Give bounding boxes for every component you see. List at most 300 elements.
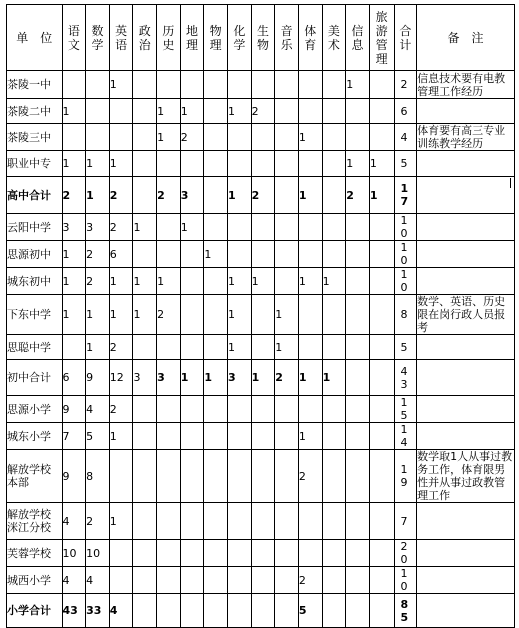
value-cell xyxy=(251,423,275,450)
table-row xyxy=(7,396,515,423)
value-cell: 1 xyxy=(133,214,157,241)
value-cell: 1 xyxy=(109,295,133,335)
value-cell xyxy=(204,396,228,423)
value-cell: 2 xyxy=(109,214,133,241)
value-cell xyxy=(251,335,275,360)
value-cell: 1 xyxy=(204,241,228,268)
value-cell xyxy=(204,124,228,151)
value-cell xyxy=(298,214,322,241)
header-cell: 生物 xyxy=(251,5,275,71)
value-cell: 2 xyxy=(298,450,322,503)
value-cell: 1 xyxy=(62,151,86,177)
value-cell xyxy=(322,450,346,503)
value-cell xyxy=(228,594,252,628)
unit-cell: 城东小学 xyxy=(7,423,63,450)
value-cell xyxy=(157,335,181,360)
value-cell xyxy=(251,540,275,567)
value-cell xyxy=(204,151,228,177)
header-cell: 英语 xyxy=(109,5,133,71)
value-cell xyxy=(228,540,252,567)
value-cell xyxy=(157,567,181,594)
value-cell xyxy=(369,335,394,360)
table-row xyxy=(7,450,515,503)
value-cell: 1 xyxy=(298,268,322,295)
value-cell xyxy=(298,71,322,99)
value-cell: 1 xyxy=(346,151,370,177)
value-cell: 1 xyxy=(322,360,346,396)
value-cell xyxy=(180,503,204,540)
unit-cell: 茶陵二中 xyxy=(7,99,63,124)
table-body xyxy=(7,71,515,628)
value-cell xyxy=(346,567,370,594)
value-cell xyxy=(180,295,204,335)
value-cell xyxy=(157,151,181,177)
value-cell: 1 xyxy=(157,124,181,151)
unit-cell: 茶陵三中 xyxy=(7,124,63,151)
note-cell xyxy=(417,540,515,567)
value-cell: 2 xyxy=(346,177,370,214)
value-cell xyxy=(180,594,204,628)
value-cell xyxy=(322,335,346,360)
value-cell xyxy=(157,214,181,241)
unit-cell: 初中合计 xyxy=(7,360,63,396)
value-cell xyxy=(228,396,252,423)
value-cell: 1 xyxy=(369,177,394,214)
value-cell: 2 xyxy=(275,360,299,396)
value-cell: 10 xyxy=(86,540,110,567)
value-cell xyxy=(369,540,394,567)
header-cell: 物理 xyxy=(204,5,228,71)
value-cell xyxy=(275,594,299,628)
value-cell xyxy=(346,540,370,567)
value-cell xyxy=(157,71,181,99)
value-cell xyxy=(180,450,204,503)
value-cell: 1 xyxy=(109,423,133,450)
value-cell xyxy=(322,214,346,241)
note-cell xyxy=(417,503,515,540)
value-cell: 1 xyxy=(228,99,252,124)
header-cell: 信息 xyxy=(346,5,370,71)
value-cell xyxy=(346,295,370,335)
value-cell xyxy=(369,124,394,151)
total-cell: 10 xyxy=(394,567,417,594)
value-cell xyxy=(251,124,275,151)
value-cell xyxy=(322,124,346,151)
value-cell xyxy=(180,151,204,177)
value-cell xyxy=(133,396,157,423)
value-cell xyxy=(251,241,275,268)
value-cell xyxy=(251,295,275,335)
value-cell xyxy=(369,268,394,295)
value-cell xyxy=(275,71,299,99)
value-cell xyxy=(228,124,252,151)
total-cell: 6 xyxy=(394,99,417,124)
value-cell xyxy=(369,503,394,540)
value-cell xyxy=(275,396,299,423)
value-cell: 1 xyxy=(133,295,157,335)
value-cell xyxy=(298,295,322,335)
note-cell xyxy=(417,567,515,594)
total-cell: 10 xyxy=(394,268,417,295)
unit-cell: 思源小学 xyxy=(7,396,63,423)
value-cell xyxy=(346,124,370,151)
value-cell: 1 xyxy=(180,99,204,124)
value-cell: 1 xyxy=(157,99,181,124)
table-row xyxy=(7,423,515,450)
value-cell xyxy=(298,151,322,177)
value-cell xyxy=(346,360,370,396)
value-cell: 2 xyxy=(109,396,133,423)
total-cell: 14 xyxy=(394,423,417,450)
value-cell xyxy=(346,335,370,360)
value-cell xyxy=(204,71,228,99)
table-row xyxy=(7,268,515,295)
value-cell xyxy=(204,567,228,594)
value-cell xyxy=(369,567,394,594)
note-cell xyxy=(417,268,515,295)
value-cell: 3 xyxy=(157,360,181,396)
total-cell: 5 xyxy=(394,335,417,360)
value-cell: 1 xyxy=(298,360,322,396)
unit-cell: 思源初中 xyxy=(7,241,63,268)
table-row xyxy=(7,124,515,151)
total-cell: 5 xyxy=(394,151,417,177)
table-row xyxy=(7,360,515,396)
value-cell: 1 xyxy=(275,335,299,360)
value-cell: 1 xyxy=(298,423,322,450)
value-cell xyxy=(251,567,275,594)
value-cell xyxy=(133,241,157,268)
value-cell: 1 xyxy=(86,335,110,360)
value-cell xyxy=(204,423,228,450)
value-cell: 3 xyxy=(86,214,110,241)
value-cell: 4 xyxy=(62,503,86,540)
value-cell: 2 xyxy=(86,503,110,540)
value-cell xyxy=(109,99,133,124)
value-cell xyxy=(298,99,322,124)
value-cell xyxy=(204,503,228,540)
note-cell xyxy=(417,423,515,450)
value-cell xyxy=(346,594,370,628)
value-cell xyxy=(369,594,394,628)
total-cell: 2 xyxy=(394,71,417,99)
value-cell xyxy=(346,268,370,295)
value-cell: 9 xyxy=(86,360,110,396)
value-cell xyxy=(204,594,228,628)
value-cell xyxy=(322,295,346,335)
text-cursor xyxy=(510,178,511,188)
value-cell: 7 xyxy=(62,423,86,450)
value-cell xyxy=(133,540,157,567)
value-cell xyxy=(133,594,157,628)
value-cell xyxy=(369,423,394,450)
value-cell xyxy=(322,594,346,628)
value-cell xyxy=(109,450,133,503)
value-cell: 12 xyxy=(109,360,133,396)
value-cell xyxy=(157,423,181,450)
note-cell: 数学取1人从事过教务工作，体育限男性并从事过政教管理工作 xyxy=(417,450,515,503)
value-cell xyxy=(228,450,252,503)
value-cell: 3 xyxy=(133,360,157,396)
value-cell: 1 xyxy=(204,360,228,396)
value-cell: 1 xyxy=(62,295,86,335)
value-cell xyxy=(322,540,346,567)
value-cell xyxy=(204,540,228,567)
value-cell xyxy=(322,71,346,99)
total-cell: 4 xyxy=(394,124,417,151)
value-cell xyxy=(133,450,157,503)
total-cell: 10 xyxy=(394,214,417,241)
value-cell xyxy=(109,567,133,594)
value-cell xyxy=(322,99,346,124)
header-cell: 数学 xyxy=(86,5,110,71)
value-cell: 1 xyxy=(298,124,322,151)
value-cell: 1 xyxy=(228,268,252,295)
value-cell: 2 xyxy=(109,177,133,214)
value-cell xyxy=(322,567,346,594)
table-row xyxy=(7,540,515,567)
value-cell xyxy=(369,71,394,99)
value-cell: 1 xyxy=(180,360,204,396)
value-cell xyxy=(157,540,181,567)
value-cell xyxy=(133,567,157,594)
value-cell xyxy=(322,423,346,450)
value-cell xyxy=(298,241,322,268)
value-cell xyxy=(157,241,181,268)
value-cell: 43 xyxy=(62,594,86,628)
value-cell xyxy=(157,450,181,503)
value-cell: 5 xyxy=(86,423,110,450)
value-cell xyxy=(275,503,299,540)
value-cell: 1 xyxy=(109,268,133,295)
value-cell: 1 xyxy=(228,335,252,360)
note-cell xyxy=(417,360,515,396)
value-cell xyxy=(322,177,346,214)
value-cell xyxy=(322,151,346,177)
value-cell xyxy=(228,151,252,177)
value-cell xyxy=(86,99,110,124)
value-cell xyxy=(369,450,394,503)
header-cell: 体育 xyxy=(298,5,322,71)
table-row xyxy=(7,335,515,360)
value-cell: 3 xyxy=(228,360,252,396)
total-cell: 7 xyxy=(394,503,417,540)
note-cell xyxy=(417,594,515,628)
value-cell xyxy=(180,268,204,295)
value-cell xyxy=(298,540,322,567)
value-cell: 2 xyxy=(298,567,322,594)
value-cell xyxy=(251,396,275,423)
value-cell xyxy=(228,567,252,594)
value-cell xyxy=(133,423,157,450)
value-cell xyxy=(322,503,346,540)
value-cell: 33 xyxy=(86,594,110,628)
value-cell: 4 xyxy=(62,567,86,594)
value-cell xyxy=(180,540,204,567)
value-cell xyxy=(228,71,252,99)
unit-cell: 芙蓉学校 xyxy=(7,540,63,567)
value-cell: 2 xyxy=(157,177,181,214)
header-cell: 政治 xyxy=(133,5,157,71)
value-cell xyxy=(322,241,346,268)
value-cell: 1 xyxy=(62,241,86,268)
total-cell: 19 xyxy=(394,450,417,503)
value-cell: 6 xyxy=(62,360,86,396)
note-cell xyxy=(417,241,515,268)
value-cell xyxy=(228,423,252,450)
value-cell xyxy=(369,241,394,268)
unit-cell: 解放学校本部 xyxy=(7,450,63,503)
value-cell: 1 xyxy=(275,295,299,335)
value-cell xyxy=(275,241,299,268)
unit-cell: 高中合计 xyxy=(7,177,63,214)
value-cell xyxy=(133,177,157,214)
value-cell xyxy=(204,295,228,335)
note-cell xyxy=(417,99,515,124)
total-cell: 10 xyxy=(394,241,417,268)
value-cell xyxy=(275,450,299,503)
value-cell xyxy=(346,503,370,540)
table-row xyxy=(7,594,515,628)
value-cell: 8 xyxy=(86,450,110,503)
value-cell xyxy=(275,177,299,214)
value-cell xyxy=(251,214,275,241)
value-cell xyxy=(275,214,299,241)
total-cell: 85 xyxy=(394,594,417,628)
value-cell xyxy=(62,335,86,360)
value-cell xyxy=(251,503,275,540)
value-cell: 2 xyxy=(109,335,133,360)
total-cell: 8 xyxy=(394,295,417,335)
unit-cell: 职业中专 xyxy=(7,151,63,177)
value-cell: 4 xyxy=(86,396,110,423)
value-cell xyxy=(369,99,394,124)
value-cell: 1 xyxy=(228,295,252,335)
value-cell: 1 xyxy=(109,151,133,177)
value-cell xyxy=(204,335,228,360)
value-cell xyxy=(204,450,228,503)
note-cell xyxy=(417,214,515,241)
value-cell xyxy=(251,450,275,503)
value-cell: 1 xyxy=(228,177,252,214)
value-cell xyxy=(109,124,133,151)
unit-cell: 小学合计 xyxy=(7,594,63,628)
value-cell xyxy=(133,151,157,177)
value-cell: 1 xyxy=(251,360,275,396)
value-cell xyxy=(275,567,299,594)
value-cell: 5 xyxy=(298,594,322,628)
value-cell xyxy=(62,71,86,99)
table-row xyxy=(7,567,515,594)
value-cell xyxy=(180,567,204,594)
total-cell: 15 xyxy=(394,396,417,423)
value-cell xyxy=(133,335,157,360)
value-cell xyxy=(86,71,110,99)
value-cell: 4 xyxy=(109,594,133,628)
value-cell xyxy=(275,124,299,151)
value-cell: 1 xyxy=(346,71,370,99)
value-cell xyxy=(298,335,322,360)
value-cell xyxy=(251,151,275,177)
value-cell: 1 xyxy=(86,177,110,214)
unit-cell: 下东中学 xyxy=(7,295,63,335)
header-cell: 地理 xyxy=(180,5,204,71)
unit-cell: 云阳中学 xyxy=(7,214,63,241)
value-cell: 1 xyxy=(109,71,133,99)
header-cell: 旅游管理 xyxy=(369,5,394,71)
value-cell: 4 xyxy=(86,567,110,594)
table-row xyxy=(7,503,515,540)
value-cell: 6 xyxy=(109,241,133,268)
value-cell xyxy=(133,71,157,99)
value-cell xyxy=(369,396,394,423)
value-cell: 1 xyxy=(86,295,110,335)
value-cell xyxy=(369,295,394,335)
value-cell: 2 xyxy=(86,268,110,295)
note-cell: 体育要有高三专业训练教学经历 xyxy=(417,124,515,151)
total-cell: 17 xyxy=(394,177,417,214)
value-cell xyxy=(322,396,346,423)
value-cell xyxy=(228,241,252,268)
value-cell xyxy=(298,396,322,423)
value-cell xyxy=(180,396,204,423)
value-cell xyxy=(369,360,394,396)
value-cell xyxy=(62,124,86,151)
header-cell: 合计 xyxy=(394,5,417,71)
note-cell xyxy=(417,177,515,214)
value-cell xyxy=(204,214,228,241)
value-cell xyxy=(346,214,370,241)
value-cell xyxy=(204,99,228,124)
value-cell xyxy=(180,71,204,99)
note-cell xyxy=(417,396,515,423)
header-cell: 历史 xyxy=(157,5,181,71)
value-cell xyxy=(346,423,370,450)
value-cell xyxy=(133,124,157,151)
value-cell xyxy=(204,177,228,214)
value-cell xyxy=(346,99,370,124)
value-cell xyxy=(180,335,204,360)
value-cell: 3 xyxy=(62,214,86,241)
header-row xyxy=(7,5,515,71)
value-cell xyxy=(133,503,157,540)
value-cell: 1 xyxy=(180,214,204,241)
value-cell xyxy=(204,268,228,295)
unit-cell: 茶陵一中 xyxy=(7,71,63,99)
total-cell: 20 xyxy=(394,540,417,567)
total-cell: 43 xyxy=(394,360,417,396)
table-row xyxy=(7,71,515,99)
value-cell: 1 xyxy=(62,99,86,124)
value-cell: 1 xyxy=(369,151,394,177)
table-row xyxy=(7,99,515,124)
unit-cell: 城西小学 xyxy=(7,567,63,594)
value-cell xyxy=(157,503,181,540)
value-cell: 2 xyxy=(251,177,275,214)
note-cell: 信息技术要有电教管理工作经历 xyxy=(417,71,515,99)
header-unit: 单 位 xyxy=(7,5,63,71)
value-cell xyxy=(275,268,299,295)
value-cell: 1 xyxy=(157,268,181,295)
value-cell xyxy=(86,124,110,151)
value-cell: 9 xyxy=(62,450,86,503)
value-cell xyxy=(251,71,275,99)
recruitment-table xyxy=(6,4,515,628)
value-cell xyxy=(346,241,370,268)
value-cell xyxy=(228,214,252,241)
table-row xyxy=(7,241,515,268)
table-row xyxy=(7,151,515,177)
